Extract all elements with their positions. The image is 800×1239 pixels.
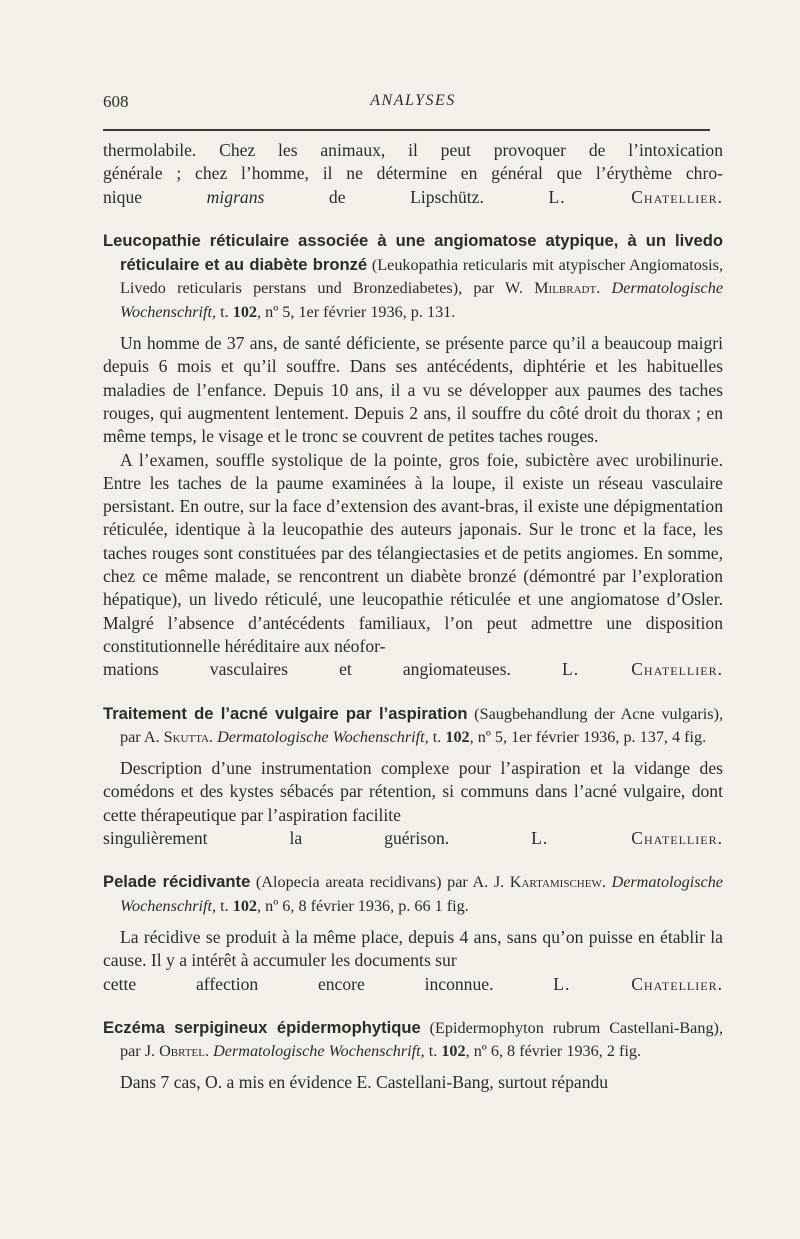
original-title: (Saugbehandlung der Acne vulgaris), par A. (120, 704, 724, 746)
journal-name: Dermatologische Wochenschrift, (213, 727, 429, 746)
abstract-paragraph: Dans 7 cas, O. a mis en évidence E. Castellani-Bang, surtout répandu (120, 1072, 609, 1093)
signature-line (103, 658, 723, 681)
abstract-entry (103, 702, 723, 851)
journal-name: Dermatologische Wochenschrift, (120, 279, 724, 321)
entry-heading: Pelade récidivante (Alopecia areata recidivans) par A. J. Kartamischew. Dermatologische Wochenschrift, t. 102, nº 6, 8 février 1936, p. 66 1 fig. (103, 872, 723, 915)
original-title: (Alopecia areata recidivans) par A. J. (250, 873, 510, 892)
entry-title: Pelade récidivante (103, 872, 251, 892)
signature: L. Chatellier. (553, 973, 723, 994)
text-line: cette affection encore inconnue. (103, 973, 494, 994)
signature: L. Chatellier. (531, 828, 723, 849)
abstract-entry (103, 870, 723, 995)
entry-title: Traitement de l’acné vulgaire par l’aspiration (103, 703, 468, 723)
text-line: singulièrement la guérison. (103, 828, 450, 849)
text-line: mations vasculaires et angiomateuses. (103, 659, 511, 680)
journal-name: Dermatologische Wochenschrift, (209, 1042, 425, 1061)
entries-list (103, 229, 723, 1095)
entry-heading: Eczéma serpigineux épidermophytique (Epidermophyton rubrum Castellani-Bang), par J. Obrtel. Dermatologische Wochenschrift, t. 102, nº 6, 8 février 1936, 2 fig. (103, 1017, 723, 1061)
abstract-entry (103, 1016, 723, 1095)
entry-heading: Leucopathie réticulaire associée à une angiomatose atypique, à un livedo réticulaire et au diabète bronzé (Leukopathia reticularis mit atypischer Angiomatosis, Livedo reticularis perstans und Bronzediabetes), par W. Milbradt. Dermatologische Wochenschrift, t. 102, nº 5, 1er février 1936, p. 131. (103, 230, 724, 321)
author-name: Milbradt. (534, 279, 601, 298)
page-number: 608 (103, 92, 129, 111)
text-line: générale ; chez l’homme, il ne détermine en général que l’érythème chro- (103, 163, 723, 184)
author-name: Kartamischew. (509, 873, 606, 892)
abstract-paragraph: Un homme de 37 ans, de santé déficiente, se présente parce qu’il a beaucoup maigri depuis 6 mois et qu’il souffre. Dans ses antécédents, diphtérie et les habituelles maladies de l’enfance. Depuis 10 ans, il a vu se développer aux paumes des taches rouges, qui augmentent lentement. Depuis 2 ans, il souffre du côté droit du thorax ; en même temps, le visage et le tronc se couvrent de petites taches rouges. (103, 333, 723, 447)
entry-title: Leucopathie réticulaire associée à une angiomatose atypique, à un livedo réticulaire et au diabète bronzé (103, 230, 723, 275)
header-rule (103, 129, 710, 131)
signature: L. Chatellier. (561, 659, 723, 680)
volume-number: 102 (445, 727, 470, 746)
abstract-paragraph: Description d’une instrumentation complexe pour l’aspiration et la vidange des comédons et des kystes sébacés par rétention, si communs dans l’acné vulgaire, dont cette thérapeutique par l’aspiration facilite (103, 758, 723, 825)
author-name: Skutta. (163, 727, 214, 746)
citation-ref: , nº 5, 1er février 1936, p. 131. (257, 302, 456, 321)
signature-line: nique migrans de Lipschütz. L. Chatellier. (103, 186, 723, 207)
text-line: thermolabile. Chez les animaux, il peut provoquer de l’intoxication (103, 140, 723, 160)
citation-ref: , nº 5, 1er février 1936, p. 137, 4 fig. (469, 727, 707, 746)
original-title: (Leukopathia reticularis mit atypischer Angiomatosis, Livedo reticularis perstans und Bronzediabetes), par W. (120, 256, 723, 298)
page-header (103, 92, 723, 118)
page-body (103, 139, 723, 1095)
abstract-entry (103, 229, 723, 682)
journal-name: Dermatologische Wochenschrift, (120, 873, 723, 915)
signature-line (103, 973, 723, 996)
citation-ref: , nº 6, 8 février 1936, p. 66 1 fig. (257, 896, 469, 915)
author-name: Obrtel. (159, 1042, 210, 1061)
volume-number: 102 (441, 1042, 466, 1061)
volume-number: 102 (232, 896, 257, 915)
signature: L. Chatellier. (548, 186, 723, 207)
running-title: ANALYSES (370, 92, 456, 109)
entry-heading: Traitement de l’acné vulgaire par l’aspiration (Saugbehandlung der Acne vulgaris), par A. Skutta. Dermatologische Wochenschrift, t. 102, nº 5, 1er février 1936, p. 137, 4 fig. (103, 703, 724, 746)
signature-line (103, 827, 723, 850)
volume-number: 102 (232, 302, 257, 321)
citation-ref: , nº 6, 8 février 1936, 2 fig. (465, 1042, 642, 1061)
abstract-paragraph: La récidive se produit à la même place, depuis 4 ans, sans qu’on puisse en établir la cause. Il y a intérêt à accumuler les documents sur (103, 926, 723, 971)
abstract-paragraph: A l’examen, souffle systolique de la pointe, gros foie, subictère avec urobilinurie. Entre les taches de la paume examinées à la loupe, il existe un réseau vasculaire persistant. En outre, sur la face d’extension des avant-bras, il existe une dépigmentation réticulée, identique à la leucopathie des auteurs japonais. Sur le tronc et la face, les taches rouges sont constituées par des télangiectasies et de petits angiomes. En somme, chez ce même malade, se rencontrent un diabète bronzé (démontré par l’exploration hépatique), un livedo réticulé, une leucopathie réticulée et une angiomatose d’Osler. Malgré l’absence d’antécédents familiaux, l’on peut admettre une disposition constitutionnelle héréditaire aux néofor- (103, 449, 723, 656)
entry-title: Eczéma serpigineux épidermophytique (103, 1017, 421, 1037)
original-title: (Epidermophyton rubrum Castellani-Bang), par J. (120, 1018, 723, 1061)
intro-paragraph (103, 139, 723, 209)
